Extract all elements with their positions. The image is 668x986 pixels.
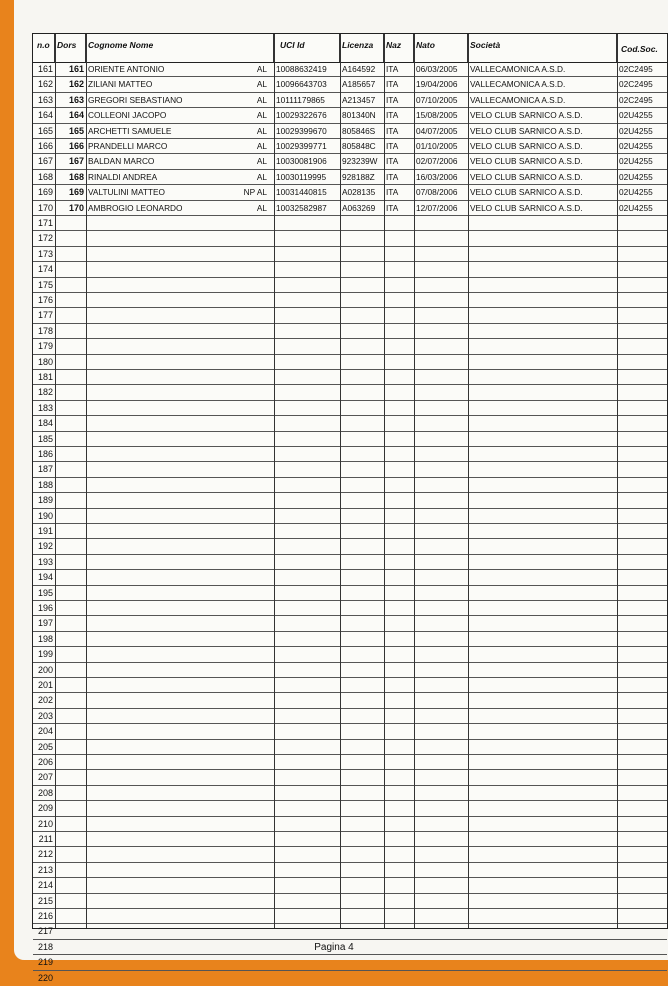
birth-date: 04/07/2005 — [416, 125, 458, 136]
bib-number: 163 — [68, 94, 84, 105]
table-row — [33, 570, 667, 585]
table-row — [33, 740, 667, 755]
rider-name: COLLEONI JACOPO — [88, 110, 167, 121]
table-row — [33, 324, 667, 339]
license-number: A185657 — [342, 79, 376, 90]
uci-id: 10029322676 — [276, 110, 327, 121]
table-row — [33, 262, 667, 277]
row-number: 212 — [37, 849, 53, 860]
bib-number: 170 — [68, 202, 84, 213]
row-number: 177 — [37, 310, 53, 321]
table-row — [33, 231, 667, 246]
rider-name: RINALDI ANDREA — [88, 171, 158, 182]
license-number: 805848C — [342, 141, 376, 151]
license-number: A028135 — [342, 187, 376, 198]
table-row — [33, 709, 667, 724]
table-row — [33, 663, 667, 678]
row-number: 182 — [37, 387, 53, 398]
row-number: 178 — [37, 325, 53, 336]
table-row — [33, 693, 667, 708]
rider-category: AL — [256, 202, 267, 213]
rider-name: ZILIANI MATTEO — [88, 79, 153, 90]
row-number: 203 — [37, 710, 53, 721]
row-number: 170 — [37, 202, 53, 213]
row-number: 167 — [37, 156, 53, 167]
nationality: ITA — [386, 141, 399, 151]
table-row — [33, 555, 667, 570]
row-number: 202 — [37, 695, 53, 706]
row-number: 201 — [37, 680, 53, 690]
table-row — [33, 139, 667, 154]
row-number: 162 — [37, 79, 53, 90]
bib-number: 165 — [68, 125, 84, 136]
row-number: 197 — [37, 618, 53, 629]
row-number: 196 — [37, 603, 53, 613]
row-number: 210 — [37, 818, 53, 829]
column-divider — [414, 34, 415, 928]
row-number: 188 — [37, 479, 53, 490]
row-number: 215 — [37, 895, 53, 906]
table-row — [33, 170, 667, 185]
table-row — [33, 308, 667, 323]
birth-date: 12/07/2006 — [416, 202, 458, 213]
license-number: 801340N — [342, 110, 376, 121]
table-row — [33, 586, 667, 601]
license-number: 923239W — [342, 156, 378, 167]
table-row — [33, 339, 667, 354]
row-number: 166 — [37, 141, 53, 151]
page-number: Pagina 4 — [314, 942, 354, 953]
table-row — [33, 909, 667, 924]
license-number: A164592 — [342, 64, 376, 74]
nationality: ITA — [386, 94, 399, 105]
rider-category: AL — [256, 125, 267, 136]
row-number: 175 — [37, 279, 53, 290]
table-row — [33, 863, 667, 878]
table-row — [33, 971, 667, 986]
row-number: 206 — [37, 757, 53, 767]
row-number: 164 — [37, 110, 53, 121]
table-row — [33, 801, 667, 816]
table-row — [33, 201, 667, 216]
rider-name: VALTULINI MATTEO — [88, 187, 165, 198]
nationality: ITA — [386, 187, 399, 198]
header-codsoc: Cod.Soc. — [621, 44, 658, 54]
row-number: 189 — [37, 495, 53, 506]
uci-id: 10030081906 — [276, 156, 327, 167]
table-row — [33, 108, 667, 123]
table-row — [33, 154, 667, 169]
row-number: 184 — [37, 418, 53, 429]
table-row — [33, 185, 667, 200]
rider-name: PRANDELLI MARCO — [88, 141, 168, 151]
bib-number: 164 — [68, 110, 84, 121]
rider-name: GREGORI SEBASTIANO — [88, 94, 183, 105]
bib-number: 167 — [68, 156, 84, 167]
row-number: 193 — [37, 556, 53, 567]
team-name: VELO CLUB SARNICO A.S.D. — [470, 125, 583, 136]
row-number: 204 — [37, 726, 53, 737]
row-number: 192 — [37, 541, 53, 552]
table-row — [33, 62, 667, 77]
table-row — [33, 93, 667, 108]
row-number: 185 — [37, 433, 53, 444]
row-number: 194 — [37, 572, 53, 583]
row-number: 179 — [37, 341, 53, 352]
column-divider — [340, 34, 341, 928]
column-divider — [274, 34, 275, 928]
row-number: 191 — [37, 526, 53, 536]
paper-sheet — [14, 0, 668, 983]
team-name: VELO CLUB SARNICO A.S.D. — [470, 171, 583, 182]
table-row — [33, 293, 667, 308]
team-code: 02U4255 — [619, 171, 653, 182]
row-number: 171 — [37, 218, 53, 228]
rider-category: AL — [256, 156, 267, 167]
table-row — [33, 894, 667, 909]
row-number: 213 — [37, 864, 53, 875]
row-number: 205 — [37, 741, 53, 752]
table-row — [33, 539, 667, 554]
birth-date: 02/07/2006 — [416, 156, 458, 167]
table-row — [33, 878, 667, 893]
table-row — [33, 955, 667, 970]
bib-number: 166 — [68, 141, 84, 151]
license-number: A213457 — [342, 94, 376, 105]
table-row — [33, 847, 667, 862]
bib-number: 162 — [68, 79, 84, 90]
row-number: 172 — [37, 233, 53, 244]
row-number: 199 — [37, 649, 53, 660]
table-row — [33, 416, 667, 431]
row-number: 169 — [37, 187, 53, 198]
birth-date: 07/08/2006 — [416, 187, 458, 198]
row-number: 183 — [37, 402, 53, 413]
license-number: 928188Z — [342, 171, 375, 182]
team-code: 02U4255 — [619, 187, 653, 198]
birth-date: 06/03/2005 — [416, 64, 458, 74]
license-number: A063269 — [342, 202, 376, 213]
team-code: 02C2495 — [619, 79, 653, 90]
table-row — [33, 432, 667, 447]
rider-name: BALDAN MARCO — [88, 156, 155, 167]
uci-id: 10088632419 — [276, 64, 327, 74]
row-number: 208 — [37, 787, 53, 798]
header-uci: UCI Id — [274, 34, 340, 62]
row-number: 219 — [37, 957, 53, 968]
uci-id: 10030119995 — [276, 171, 327, 182]
header-nato: Nato — [414, 34, 468, 62]
rider-name: AMBROGIO LEONARDO — [88, 202, 183, 213]
table-row — [33, 647, 667, 662]
column-divider — [384, 34, 385, 928]
team-name: VELO CLUB SARNICO A.S.D. — [470, 141, 583, 151]
nationality: ITA — [386, 79, 399, 90]
column-divider — [86, 34, 87, 928]
nationality: ITA — [386, 171, 399, 182]
birth-date: 19/04/2006 — [416, 79, 458, 90]
team-name: VELO CLUB SARNICO A.S.D. — [470, 202, 583, 213]
team-name: VELO CLUB SARNICO A.S.D. — [470, 187, 583, 198]
rider-category: AL — [256, 141, 267, 151]
table-row — [33, 924, 667, 939]
row-number: 220 — [37, 972, 53, 983]
table-row — [33, 817, 667, 832]
row-number: 186 — [37, 449, 53, 459]
uci-id: 10111179865 — [276, 94, 325, 105]
uci-id: 10029399771 — [276, 141, 327, 151]
table-header — [33, 34, 667, 63]
rider-category: AL — [256, 110, 267, 121]
row-number: 168 — [37, 171, 53, 182]
table-row — [33, 462, 667, 477]
table-row — [33, 77, 667, 92]
table-row — [33, 524, 667, 539]
nationality: ITA — [386, 125, 399, 136]
team-code: 02U4255 — [619, 141, 653, 151]
table-row — [33, 616, 667, 631]
row-number: 195 — [37, 587, 53, 598]
header-societa: Società — [468, 34, 617, 62]
team-name: VALLECAMONICA A.S.D. — [470, 94, 566, 105]
nationality: ITA — [386, 64, 399, 74]
uci-id: 10029399670 — [276, 125, 327, 136]
table-row — [33, 601, 667, 616]
row-number: 187 — [37, 464, 53, 475]
header-naz: Naz — [384, 34, 414, 62]
team-code: 02U4255 — [619, 156, 653, 167]
row-number: 209 — [37, 803, 53, 814]
row-number: 211 — [38, 834, 53, 844]
table-row — [33, 832, 667, 847]
uci-id: 10032582987 — [276, 202, 327, 213]
row-number: 181 — [37, 372, 53, 382]
table-row — [33, 786, 667, 801]
row-number: 163 — [37, 94, 53, 105]
table-row — [33, 278, 667, 293]
table-row — [33, 370, 667, 385]
column-divider — [55, 34, 56, 928]
row-number: 217 — [37, 926, 53, 937]
team-code: 02U4255 — [619, 125, 653, 136]
row-number: 200 — [37, 664, 53, 675]
table-row — [33, 385, 667, 400]
table-row — [33, 770, 667, 785]
nationality: ITA — [386, 110, 399, 121]
team-name: VALLECAMONICA A.S.D. — [470, 79, 566, 90]
table-row — [33, 247, 667, 262]
row-number: 174 — [37, 264, 53, 275]
header-dors: Dors — [55, 34, 86, 62]
table-row — [33, 678, 667, 693]
rider-category: AL — [256, 94, 267, 105]
table-row — [33, 509, 667, 524]
table-row — [33, 724, 667, 739]
birth-date: 16/03/2006 — [416, 171, 458, 182]
table-row — [33, 355, 667, 370]
row-number: 173 — [37, 248, 53, 259]
table-row — [33, 401, 667, 416]
birth-date: 01/10/2005 — [416, 141, 458, 151]
rider-category: AL — [256, 171, 267, 182]
column-divider — [617, 34, 618, 928]
license-number: 805846S — [342, 125, 376, 136]
row-number: 190 — [37, 510, 53, 521]
row-number: 180 — [37, 356, 53, 367]
team-name: VALLECAMONICA A.S.D. — [470, 64, 566, 74]
row-number: 216 — [37, 911, 53, 921]
team-code: 02U4255 — [619, 110, 653, 121]
row-number: 165 — [37, 125, 53, 136]
row-number: 161 — [37, 64, 53, 74]
rider-category: AL — [256, 79, 267, 90]
row-number: 176 — [37, 295, 53, 305]
bib-number: 168 — [68, 171, 84, 182]
team-code: 02U4255 — [619, 202, 653, 213]
row-number: 218 — [37, 941, 53, 952]
table-row — [33, 478, 667, 493]
uci-id: 10096643703 — [276, 79, 327, 90]
team-code: 02C2495 — [619, 94, 653, 105]
bib-number: 169 — [68, 187, 84, 198]
rider-category: AL — [256, 64, 267, 74]
rider-name: ARCHETTI SAMUELE — [88, 125, 172, 136]
team-name: VELO CLUB SARNICO A.S.D. — [470, 110, 583, 121]
nationality: ITA — [386, 202, 399, 213]
table-row — [33, 216, 667, 231]
row-number: 198 — [37, 633, 53, 644]
row-number: 214 — [37, 880, 53, 891]
birth-date: 15/08/2005 — [416, 110, 458, 121]
table-row — [33, 124, 667, 139]
rider-category: NP AL — [243, 187, 267, 198]
header-no: n.o — [33, 34, 55, 62]
rider-name: ORIENTE ANTONIO — [88, 64, 165, 74]
row-number: 207 — [37, 772, 53, 783]
table-row — [33, 493, 667, 508]
bib-number: 161 — [68, 64, 84, 74]
table-row — [33, 755, 667, 770]
header-licenza: Licenza — [340, 34, 384, 62]
birth-date: 07/10/2005 — [416, 94, 458, 105]
team-name: VELO CLUB SARNICO A.S.D. — [470, 156, 583, 167]
table-row — [33, 632, 667, 647]
table-row — [33, 447, 667, 462]
column-divider — [468, 34, 469, 928]
uci-id: 10031440815 — [276, 187, 327, 198]
header-name: Cognome Nome — [86, 34, 274, 62]
nationality: ITA — [386, 156, 399, 167]
team-code: 02C2495 — [619, 64, 653, 74]
